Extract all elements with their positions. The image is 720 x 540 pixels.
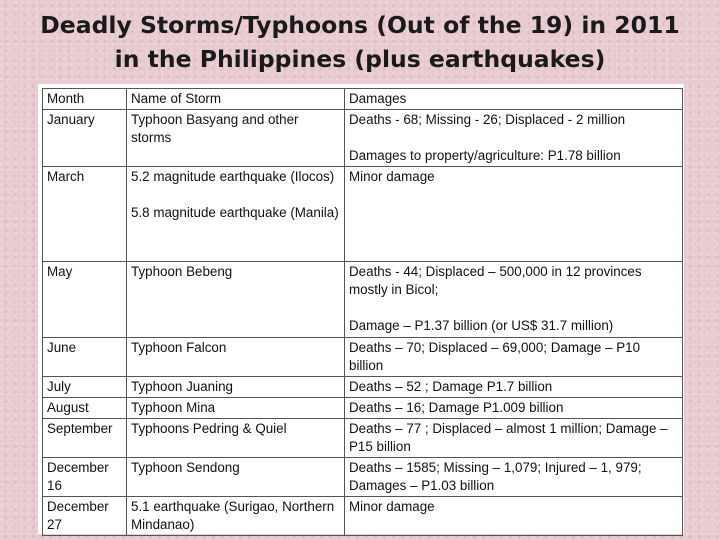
- storm-name-cell: [127, 497, 345, 536]
- damages-cell: [345, 419, 683, 458]
- damages-text: Deaths - 44; Displaced – 500,000 in 12 provinces mostly in Bicol;: [349, 264, 642, 297]
- storm-name: Typhoon Juaning: [131, 379, 233, 394]
- damages-cell: [345, 458, 683, 497]
- storm-name-cell: [127, 167, 345, 262]
- month-cell: July: [43, 377, 127, 398]
- damages-cell: [345, 377, 683, 398]
- storm-name: Typhoon Mina: [131, 400, 216, 415]
- storm-name-cell: [127, 262, 345, 338]
- damages-text: Damages to property/agriculture: P1.78 billion: [349, 148, 621, 163]
- table-row: [43, 377, 683, 398]
- damages-text: Deaths – 16; Damage P1.009 billion: [349, 400, 564, 415]
- month-cell: January: [43, 110, 127, 167]
- table-row: [43, 110, 683, 167]
- storm-name-cell: [127, 419, 345, 458]
- table-row: [43, 419, 683, 458]
- damages-cell: [345, 262, 683, 338]
- damages-cell: [345, 167, 683, 262]
- slide-title-line-2: in the Philippines (plus earthquakes): [114, 45, 606, 73]
- damages-text: Minor damage: [349, 499, 435, 514]
- storm-name-cell: [127, 110, 345, 167]
- damages-text: Deaths - 68; Missing - 26; Displaced - 2 million: [349, 112, 626, 127]
- table-row: [43, 458, 683, 497]
- table-header-row: [43, 89, 683, 110]
- month-cell: December 27: [43, 497, 127, 536]
- month-cell: August: [43, 398, 127, 419]
- month-cell: December 16: [43, 458, 127, 497]
- damages-cell: [345, 497, 683, 536]
- storm-name: Typhoon Falcon: [131, 340, 227, 355]
- storm-name: Typhoons Pedring & Quiel: [131, 421, 287, 436]
- month-cell: September: [43, 419, 127, 458]
- storm-name-cell: [127, 377, 345, 398]
- damages-text: Minor damage: [349, 169, 435, 184]
- table-sheet: [38, 84, 684, 534]
- table-row: [43, 497, 683, 536]
- damages-text: Deaths – 70; Displaced – 69,000; Damage – P10 billion: [349, 340, 641, 373]
- month-cell: May: [43, 262, 127, 338]
- month-cell: March: [43, 167, 127, 262]
- storm-name-cell: [127, 398, 345, 419]
- header-damages: Damages: [345, 89, 683, 110]
- storm-name: 5.1 earthquake (Surigao, Northern Mindanao): [131, 499, 335, 532]
- storm-name-cell: [127, 338, 345, 377]
- storm-name: 5.2 magnitude earthquake (Ilocos): [131, 169, 335, 184]
- table-row: [43, 338, 683, 377]
- storms-table: [42, 88, 683, 536]
- damages-cell: [345, 398, 683, 419]
- damages-text: Deaths – 77 ; Displaced – almost 1 million; Damage – P15 billion: [349, 421, 668, 454]
- damages-cell: [345, 110, 683, 167]
- table-row: [43, 167, 683, 262]
- header-month: Month: [43, 89, 127, 110]
- damages-text: Deaths – 52 ; Damage P1.7 billion: [349, 379, 553, 394]
- header-name-of-storm: Name of Storm: [127, 89, 345, 110]
- damages-text: Damage – P1.37 billion (or US$ 31.7 million): [349, 318, 614, 333]
- month-cell: June: [43, 338, 127, 377]
- storm-name: 5.8 magnitude earthquake (Manila): [131, 205, 339, 220]
- storm-name: Typhoon Sendong: [131, 460, 240, 475]
- damages-cell: [345, 338, 683, 377]
- damages-text: Deaths – 1585; Missing – 1,079; Injured – 1, 979; Damages – P1.03 billion: [349, 460, 642, 493]
- table-row: [43, 262, 683, 338]
- slide-title-line-1: Deadly Storms/Typhoons (Out of the 19) in 2011: [40, 11, 680, 39]
- storm-name: Typhoon Basyang and other storms: [131, 112, 299, 145]
- storm-name: Typhoon Bebeng: [131, 264, 233, 279]
- table-row: [43, 398, 683, 419]
- storm-name-cell: [127, 458, 345, 497]
- slide-title: [0, 8, 720, 76]
